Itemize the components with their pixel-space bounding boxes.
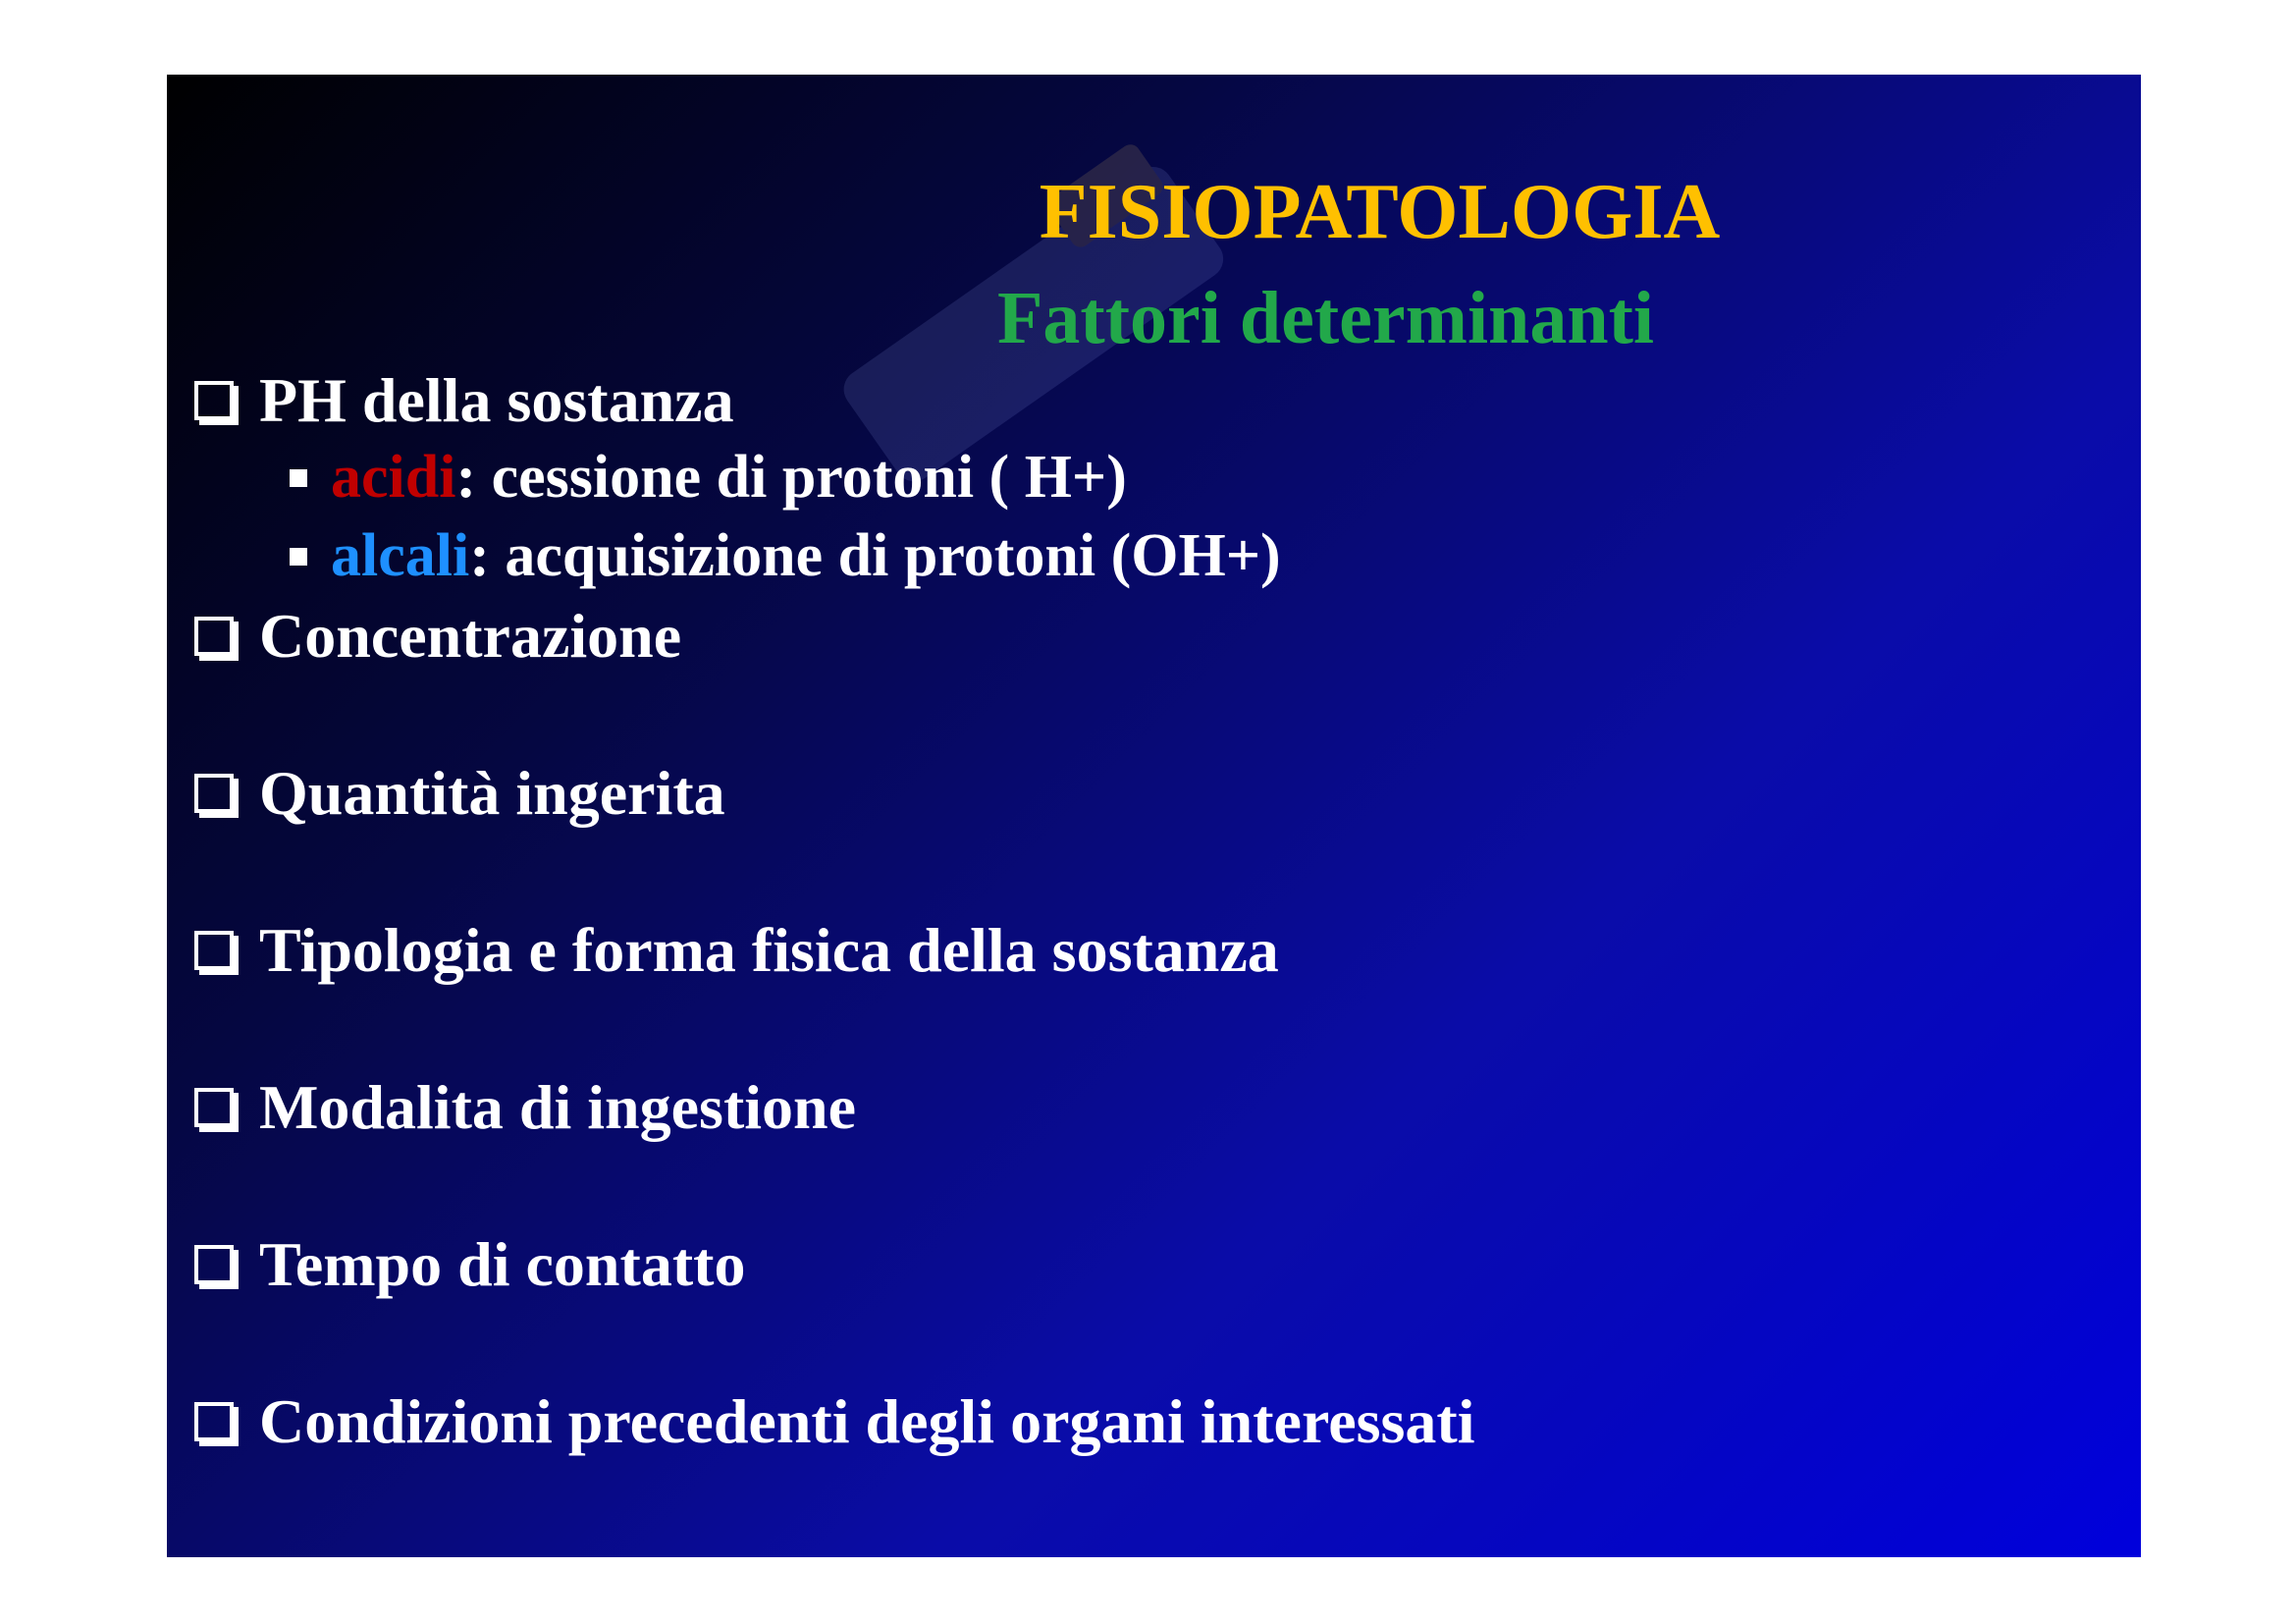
- sub-item-acidi: [290, 443, 1127, 513]
- list-item-quantita: [194, 757, 725, 830]
- hollow-box-icon: [194, 774, 234, 813]
- keyword-acidi: acidi: [331, 444, 456, 511]
- filled-square-icon: [290, 469, 307, 487]
- list-item-ph: [194, 364, 734, 437]
- list-item-label: Modalita di ingestione: [259, 1072, 857, 1142]
- list-item-label: Concentrazione: [259, 601, 682, 671]
- sub-item-text: : acquisizione di protoni (OH+): [469, 522, 1281, 589]
- filled-square-icon: [290, 548, 307, 566]
- list-item-condizioni: [194, 1385, 1475, 1458]
- slide-subtitle: Fattori determinanti: [996, 277, 1655, 359]
- hollow-box-icon: [194, 1245, 234, 1284]
- sub-item-alcali: [290, 521, 1281, 591]
- slide-title: FISIOPATOLOGIA: [1039, 169, 1721, 255]
- list-item-label: PH della sostanza: [259, 365, 734, 435]
- list-item-label: Condizioni precedenti degli organi interessati: [259, 1386, 1475, 1456]
- hollow-box-icon: [194, 1088, 234, 1127]
- list-item-concentrazione: [194, 600, 681, 673]
- hollow-box-icon: [194, 617, 234, 656]
- sub-item-text: : cessione di protoni ( H+): [455, 444, 1127, 511]
- list-item-tipologia: [194, 914, 1279, 987]
- list-item-modalita: [194, 1071, 856, 1144]
- hollow-box-icon: [194, 381, 234, 420]
- keyword-alcali: alcali: [331, 522, 470, 589]
- list-item-label: Tipologia e forma fisica della sostanza: [259, 915, 1279, 985]
- slide: [167, 75, 2141, 1557]
- list-item-label: Quantità ingerita: [259, 758, 725, 828]
- list-item-label: Tempo di contatto: [259, 1229, 746, 1299]
- hollow-box-icon: [194, 1402, 234, 1441]
- list-item-tempo: [194, 1228, 745, 1301]
- hollow-box-icon: [194, 931, 234, 970]
